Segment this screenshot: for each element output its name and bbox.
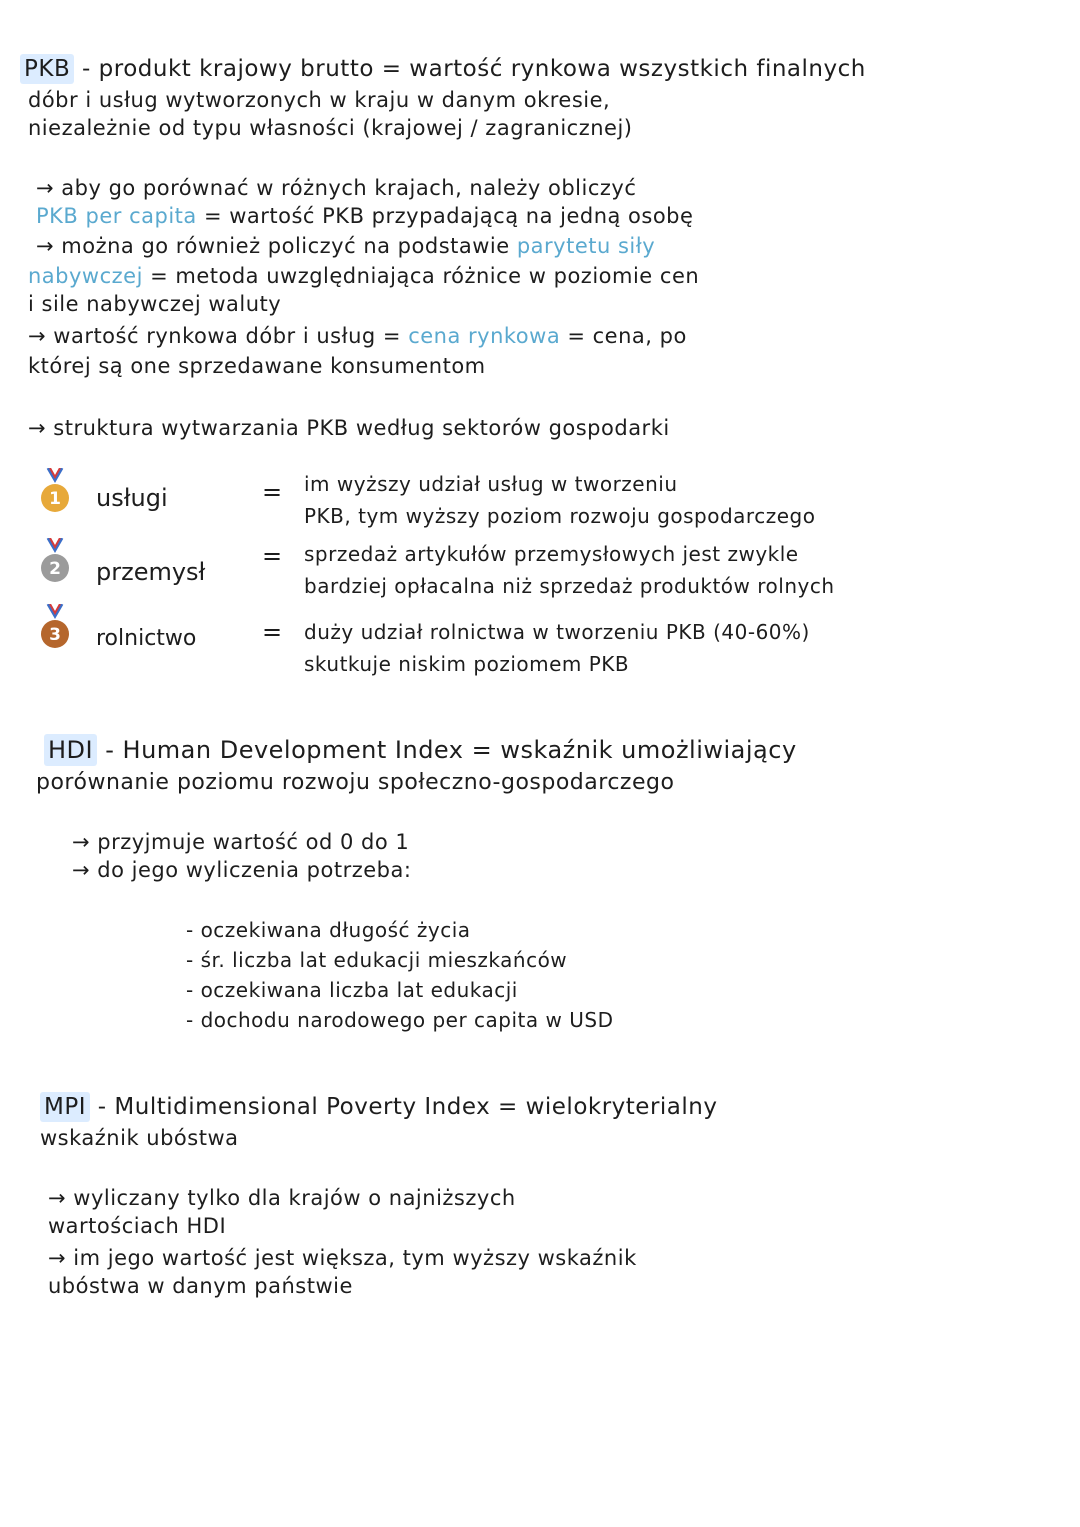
note-line-2	[36, 206, 693, 227]
hdi-line-1	[44, 738, 797, 762]
ppp-term-a: parytetu siły	[516, 234, 656, 258]
medal-rank: 1	[49, 489, 61, 509]
note-line-2-text: = wartość PKB przypadającą na jedną osobę	[196, 204, 694, 228]
sector-name: usługi	[96, 484, 168, 512]
hdi-item: - dochodu narodowego per capita w USD	[186, 1008, 614, 1032]
medal-rank: 2	[49, 559, 61, 579]
mpi-line-1	[40, 1096, 717, 1119]
pkb-line-1	[20, 58, 866, 81]
silver-medal-icon	[38, 538, 72, 584]
mpi-arrow-2b: ubóstwa w danym państwie	[48, 1274, 353, 1298]
sector-desc-2: PKB, tym wyższy poziom rozwoju gospodarczego	[304, 504, 816, 528]
note-line-3-text: → można go również policzyć na podstawie	[36, 234, 517, 258]
hdi-arrow-1: → przyjmuje wartość od 0 do 1	[72, 830, 410, 854]
note-line-3	[36, 236, 655, 257]
mpi-arrow-2: → im jego wartość jest większa, tym wyższy wskaźnik	[48, 1246, 637, 1270]
note-line-4-text: = metoda uwzględniająca różnice w poziomie cen	[142, 264, 700, 288]
note-line-8: → struktura wytwarzania PKB według sektorów gospodarki	[28, 416, 670, 440]
sector-name: przemysł	[96, 558, 206, 586]
sector-row-agriculture	[0, 604, 1080, 676]
mpi-arrow-1: → wyliczany tylko dla krajów o najniższych	[48, 1186, 516, 1210]
note-line-5: i sile nabywczej waluty	[28, 292, 282, 316]
hdi-abbr: HDI	[44, 734, 97, 766]
sector-desc-1: sprzedaż artykułów przemysłowych jest zwykle	[304, 542, 799, 566]
hdi-item: - oczekiwana liczba lat edukacji	[186, 978, 518, 1002]
mpi-arrow-1b: wartościach HDI	[48, 1214, 227, 1238]
medal-rank: 3	[49, 625, 61, 645]
sector-row-services	[0, 466, 1080, 528]
ppp-term-b: nabywczej	[28, 264, 143, 288]
sector-desc-1: duży udział rolnictwa w tworzeniu PKB (40-60%)	[304, 620, 810, 644]
sector-eq: =	[262, 618, 283, 646]
note-line-6-rest: = cena, po	[560, 324, 687, 348]
note-line-6-text: → wartość rynkowa dóbr i usług =	[28, 324, 409, 348]
hdi-item: - śr. liczba lat edukacji mieszkańców	[186, 948, 568, 972]
note-line-4	[28, 266, 699, 287]
sector-name: rolnictwo	[96, 626, 197, 651]
pkb-line-3: niezależnie od typu własności (krajowej / zagranicznej)	[28, 116, 633, 140]
hdi-arrow-2: → do jego wyliczenia potrzeba:	[72, 858, 412, 882]
hdi-line-1-text: - Human Development Index = wskaźnik umożliwiający	[97, 736, 797, 764]
market-price-term: cena rynkowa	[408, 324, 561, 348]
sector-desc-2: skutkuje niskim poziomem PKB	[304, 652, 630, 676]
mpi-abbr: MPI	[40, 1092, 90, 1122]
sector-desc-1: im wyższy udział usług w tworzeniu	[304, 472, 678, 496]
note-line-1: → aby go porównać w różnych krajach, należy obliczyć	[36, 176, 637, 200]
gold-medal-icon	[38, 468, 72, 514]
note-line-7: której są one sprzedawane konsumentom	[28, 354, 486, 378]
hdi-line-2: porównanie poziomu rozwoju społeczno-gospodarczego	[36, 770, 675, 795]
pkb-abbr: PKB	[20, 54, 74, 84]
pkb-line-2: dóbr i usług wytworzonych w kraju w danym okresie,	[28, 88, 611, 112]
note-line-6	[28, 326, 687, 347]
sector-row-industry	[0, 536, 1080, 598]
mpi-line-1-text: - Multidimensional Poverty Index = wielokryterialny	[90, 1094, 718, 1120]
bronze-medal-icon	[38, 604, 72, 650]
mpi-line-2: wskaźnik ubóstwa	[40, 1126, 239, 1150]
sector-eq: =	[262, 542, 283, 570]
pkb-line-1-text: - produkt krajowy brutto = wartość rynkowa wszystkich finalnych	[74, 56, 866, 82]
pkb-per-capita-term: PKB per capita	[36, 204, 197, 228]
hdi-item: - oczekiwana długość życia	[186, 918, 471, 942]
sector-eq: =	[262, 478, 283, 506]
sector-desc-2: bardziej opłacalna niż sprzedaż produktów rolnych	[304, 574, 835, 598]
